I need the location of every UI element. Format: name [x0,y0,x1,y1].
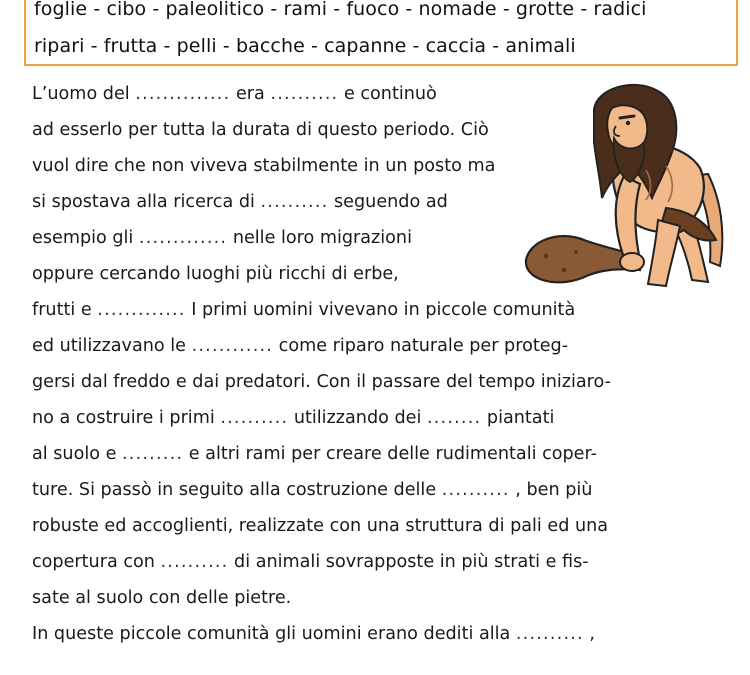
blank: .......... [260,192,329,212]
blank: ............ [191,336,274,356]
text-line-5: esempio gli ............. nelle loro migrazioni [32,228,412,248]
caveman-illustration [516,80,742,295]
text-line-11: al suolo e ......... e altri rami per creare delle rudimentali coper- [32,444,597,464]
word-bank-line-2: ripari - frutta - pelli - bacche - capanne - caccia - animali [34,35,576,57]
blank: .......... [270,84,339,104]
text-line-10: no a costruire i primi .......... utilizzando dei ........ piantati [32,408,555,428]
text-line-8: ed utilizzavano le ............ come riparo naturale per proteg- [32,336,569,356]
blank: .......... [515,624,584,644]
text-line-15: sate al suolo con delle pietre. [32,588,292,608]
blank: ........ [426,408,482,428]
text-line-13: robuste ed accoglienti, realizzate con una struttura di pali ed una [32,516,609,536]
text-line-7: frutti e ............. I primi uomini vivevano in piccole comunità [32,300,576,320]
text-line-1: L’uomo del .............. era .......... e continuò [32,84,437,104]
text-line-2: ad esserlo per tutta la durata di questo periodo. Ciò [32,120,489,140]
word-bank-box [24,0,738,66]
blank: .............. [135,84,231,104]
text-line-6: oppure cercando luoghi più ricchi di erbe, [32,264,399,284]
blank: .......... [441,480,510,500]
text-line-3: vuol dire che non viveva stabilmente in un posto ma [32,156,496,176]
blank: ............. [97,300,186,320]
text-line-16: In queste piccole comunità gli uomini erano dediti alla .......... , [32,624,596,644]
word-bank-line-1: foglie - cibo - paleolitico - rami - fuoco - nomade - grotte - radici [34,0,647,20]
blank: .......... [160,552,229,572]
text-line-14: copertura con .......... di animali sovrapposte in più strati e fis- [32,552,589,572]
text-line-9: gersi dal freddo e dai predatori. Con il passare del tempo iniziaro- [32,372,611,392]
text-line-4: si spostava alla ricerca di .......... seguendo ad [32,192,448,212]
text-line-12: ture. Si passò in seguito alla costruzione delle .......... , ben più [32,480,593,500]
blank: .......... [220,408,289,428]
blank: ......... [122,444,184,464]
blank: ............. [138,228,228,248]
